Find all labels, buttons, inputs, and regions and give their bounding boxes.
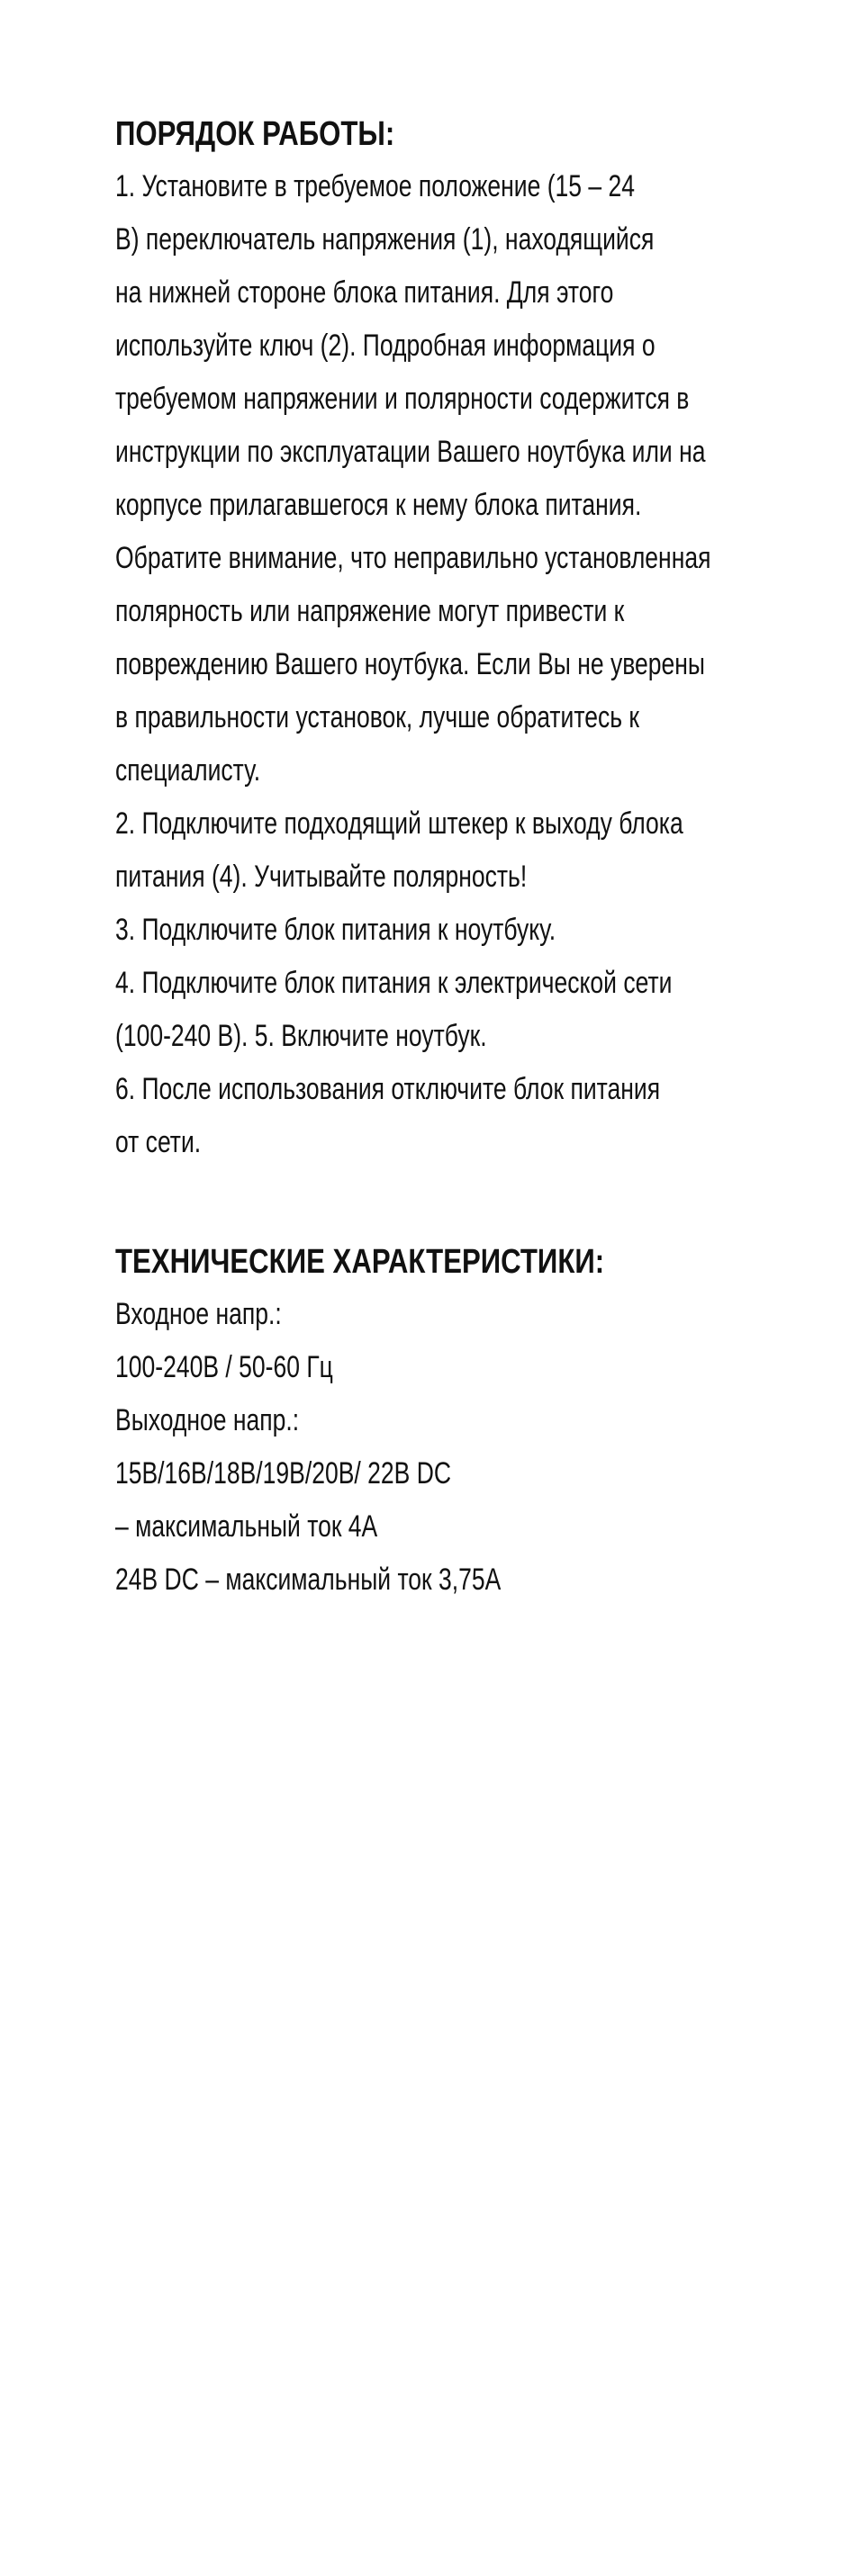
spec-line: 100-240В / 50-60 Гц xyxy=(115,1350,333,1384)
procedure-line: питания (4). Учитывайте полярность! xyxy=(115,860,528,894)
procedure-line: В) переключатель напряжения (1), находящийся xyxy=(115,222,655,257)
procedure-line: корпусе прилагавшегося к нему блока питания. xyxy=(115,488,642,522)
specs-heading: ТЕХНИЧЕСКИЕ ХАРАКТЕРИСТИКИ: xyxy=(115,1243,605,1281)
procedure-line: 6. После использования отключите блок питания xyxy=(115,1072,661,1106)
procedure-line: в правильности установок, лучше обратитесь к xyxy=(115,700,639,734)
procedure-line: 2. Подключите подходящий штекер к выходу блока xyxy=(115,806,683,841)
procedure-line: 3. Подключите блок питания к ноутбуку. xyxy=(115,913,556,947)
procedure-line: используйте ключ (2). Подробная информация о xyxy=(115,329,656,363)
spec-line: Входное напр.: xyxy=(115,1297,282,1331)
procedure-line: 4. Подключите блок питания к электрической сети xyxy=(115,966,673,1000)
specs-section xyxy=(115,1236,818,1607)
procedure-line: требуемом напряжении и полярности содержится в xyxy=(115,382,690,416)
section-spacer xyxy=(115,1169,818,1236)
instruction-page xyxy=(115,108,818,1607)
procedure-line: Обратите внимание, что неправильно установленная xyxy=(115,541,711,575)
spec-line: – максимальный ток 4А xyxy=(115,1509,378,1544)
procedure-line: (100-240 В). 5. Включите ноутбук. xyxy=(115,1019,487,1053)
procedure-line: специалисту. xyxy=(115,753,261,788)
procedure-line: инструкции по эксплуатации Вашего ноутбука или на xyxy=(115,435,706,469)
spec-line: 15В/16В/18В/19В/20В/ 22В DC xyxy=(115,1456,452,1491)
procedure-heading: ПОРЯДОК РАБОТЫ: xyxy=(115,115,395,153)
spec-line: Выходное напр.: xyxy=(115,1403,300,1437)
spec-line: 24В DC – максимальный ток 3,75А xyxy=(115,1563,502,1597)
procedure-line: на нижней стороне блока питания. Для этого xyxy=(115,275,614,310)
procedure-line: 1. Установите в требуемое положение (15 – 24 xyxy=(115,169,636,203)
procedure-line: полярность или напряжение могут привести к xyxy=(115,594,625,628)
procedure-line: от сети. xyxy=(115,1125,202,1159)
procedure-line: повреждению Вашего ноутбука. Если Вы не уверены xyxy=(115,647,705,681)
procedure-section xyxy=(115,108,818,1169)
